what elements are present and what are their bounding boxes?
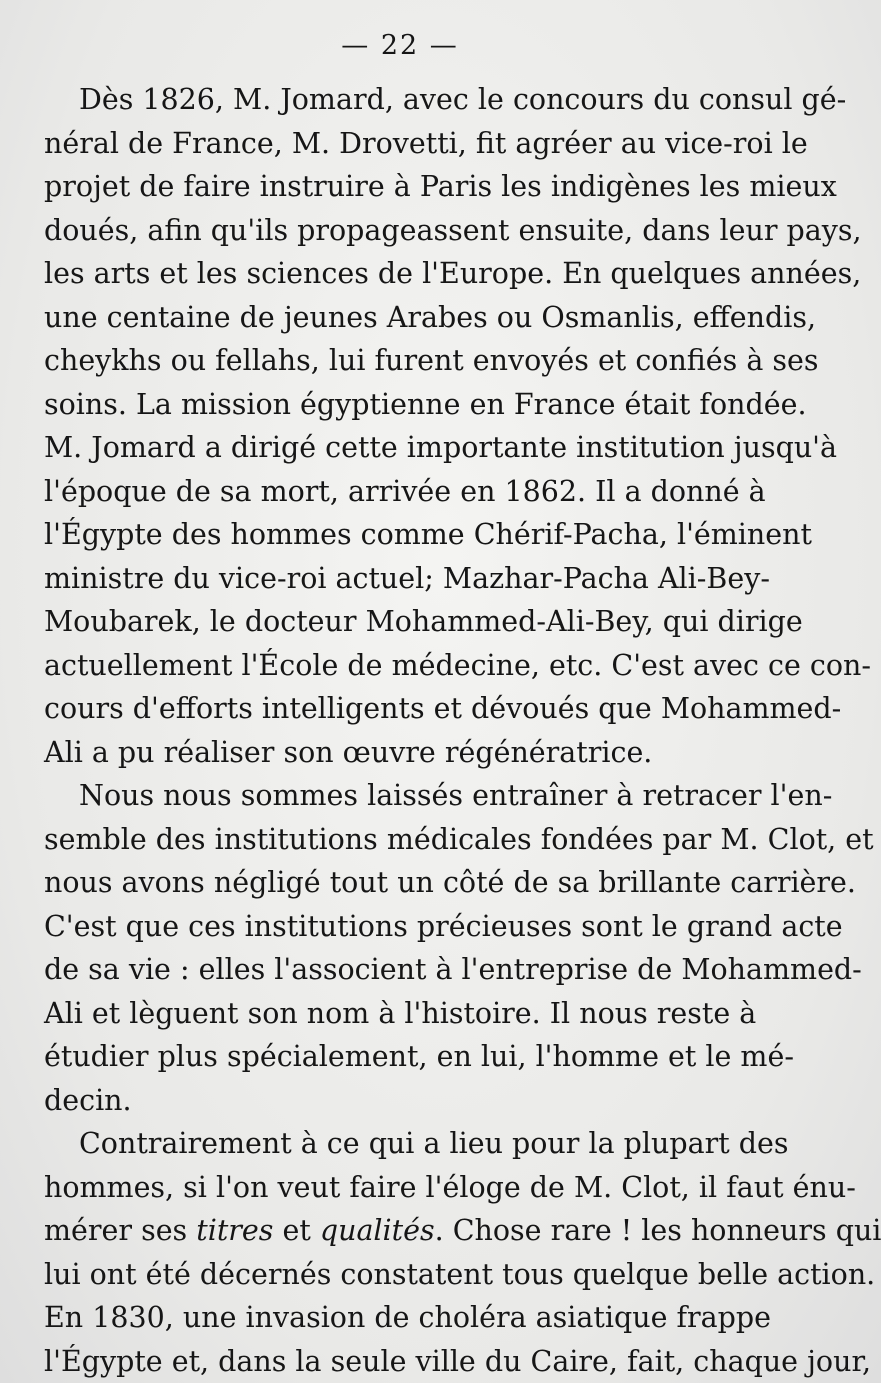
text-line: Dès 1826, M. Jomard, avec le concours du consul gé- bbox=[79, 83, 847, 116]
text-line: En 1830, une invasion de choléra asiatique frappe bbox=[44, 1301, 772, 1334]
text-segment: mérer ses bbox=[44, 1214, 197, 1247]
text-line: Moubarek, le docteur Mohammed-Ali-Bey, qui dirige bbox=[44, 605, 803, 638]
text-line: hommes, si l'on veut faire l'éloge de M. Clot, il faut énu- bbox=[44, 1171, 856, 1204]
italic-word-qualites: qualités bbox=[319, 1214, 435, 1247]
text-line: Ali et lèguent son nom à l'histoire. Il nous reste à bbox=[44, 997, 757, 1030]
text-line: semble des institutions médicales fondées par M. Clot, et bbox=[44, 823, 874, 856]
text-line: néral de France, M. Drovetti, fit agréer au vice-roi le bbox=[44, 127, 808, 160]
text-line: Ali a pu réaliser son œuvre régénératrice. bbox=[44, 736, 653, 769]
italic-word-titres: titres bbox=[196, 1214, 274, 1247]
text-line: projet de faire instruire à Paris les indigènes les mieux bbox=[44, 170, 837, 203]
text-line: C'est que ces institutions précieuses sont le grand acte bbox=[44, 910, 843, 943]
text-segment: et bbox=[273, 1214, 320, 1247]
text-line: ministre du vice-roi actuel; Mazhar-Pacha Ali-Bey- bbox=[44, 562, 770, 595]
text-line: l'Égypte et, dans la seule ville du Caire, fait, chaque jour, bbox=[44, 1345, 872, 1378]
text-line: lui ont été décernés constatent tous quelque belle action. bbox=[44, 1258, 876, 1291]
text-line: de sa vie : elles l'associent à l'entreprise de Mohammed- bbox=[44, 953, 862, 986]
text-line-with-italics bbox=[44, 1211, 881, 1251]
text-line: M. Jomard a dirigé cette importante institution jusqu'à bbox=[44, 431, 838, 464]
text-line: Nous nous sommes laissés entraîner à retracer l'en- bbox=[79, 779, 833, 812]
text-segment: . Chose rare ! les honneurs qui bbox=[434, 1214, 881, 1247]
text-line: decin. bbox=[44, 1084, 132, 1117]
text-line: étudier plus spécialement, en lui, l'homme et le mé- bbox=[44, 1040, 794, 1073]
page-number: — 22 — bbox=[341, 30, 459, 61]
text-line: doués, afin qu'ils propageassent ensuite, dans leur pays, bbox=[44, 214, 862, 247]
text-line: Contrairement à ce qui a lieu pour la plupart des bbox=[79, 1127, 789, 1160]
text-line: nous avons négligé tout un côté de sa brillante carrière. bbox=[44, 866, 856, 899]
text-line: soins. La mission égyptienne en France était fondée. bbox=[44, 388, 807, 421]
text-line: l'Égypte des hommes comme Chérif-Pacha, l'éminent bbox=[44, 518, 812, 551]
text-line: l'époque de sa mort, arrivée en 1862. Il a donné à bbox=[44, 475, 766, 508]
text-line: une centaine de jeunes Arabes ou Osmanlis, effendis, bbox=[44, 301, 817, 334]
text-line: cheykhs ou fellahs, lui furent envoyés et confiés à ses bbox=[44, 344, 819, 377]
text-line: cours d'efforts intelligents et dévoués que Mohammed- bbox=[44, 692, 842, 725]
text-line: actuellement l'École de médecine, etc. C'est avec ce con- bbox=[44, 649, 872, 682]
text-line: les arts et les sciences de l'Europe. En quelques années, bbox=[44, 257, 862, 290]
